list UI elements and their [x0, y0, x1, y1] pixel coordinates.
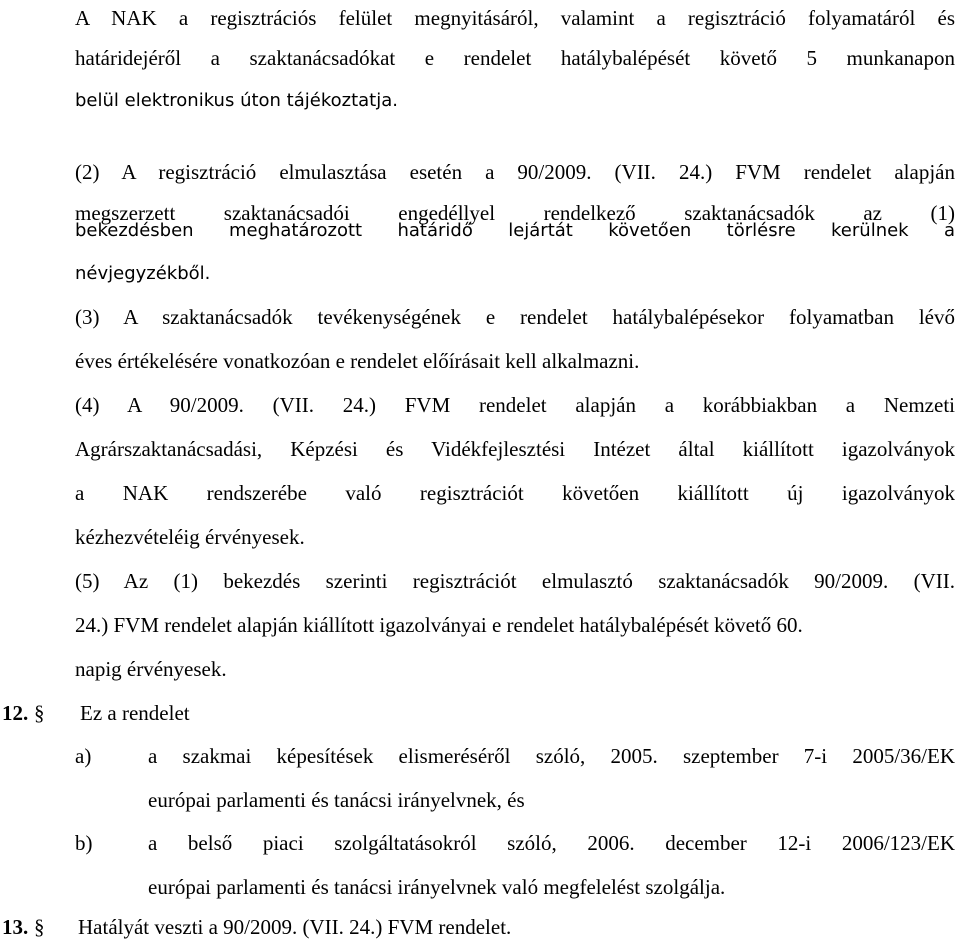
list-item-text: a belső piaci szolgáltatásokról szóló, 2006. december 12-i 2006/123/EK — [148, 831, 955, 855]
section-sign: § — [34, 915, 45, 939]
paragraph-line: megszerzett szaktanácsadói engedéllyel rendelkező szaktanácsadók az (1) — [75, 201, 955, 225]
list-item-text: európai parlamenti és tanácsi irányelvnek, és — [148, 788, 525, 812]
section-number: 13. — [2, 915, 29, 939]
section-heading: Ez a rendelet — [80, 701, 190, 725]
paragraph-line: (3) A szaktanácsadók tevékenységének e rendelet hatálybalépésekor folyamatban lévő — [75, 305, 955, 329]
paragraph-line: napig érvényesek. — [75, 657, 227, 681]
paragraph-line: A NAK a regisztrációs felület megnyitásáról, valamint a regisztráció folyamatáról és — [75, 6, 955, 30]
paragraph-line: éves értékelésére vonatkozóan e rendelet előírásait kell alkalmazni. — [75, 349, 640, 373]
paragraph-line: kézhezvételéig érvényesek. — [75, 525, 305, 549]
paragraph-line: határidejéről a szaktanácsadókat e rendelet hatálybalépését követő 5 munkanapon — [75, 46, 955, 70]
section-13 — [0, 915, 960, 944]
section-sign: § — [34, 701, 45, 725]
section-text: Hatályát veszti a 90/2009. (VII. 24.) FVM rendelet. — [78, 915, 512, 939]
paragraph-line: (4) A 90/2009. (VII. 24.) FVM rendelet alapján a korábbiakban a Nemzeti — [75, 393, 955, 417]
list-item-text: európai parlamenti és tanácsi irányelvnek való megfelelést szolgálja. — [148, 875, 726, 899]
paragraph-line: 24.) FVM rendelet alapján kiállított igazolványai e rendelet hatálybalépését követő 60. — [75, 613, 803, 637]
paragraph-line: (5) Az (1) bekezdés szerinti regisztrációt elmulasztó szaktanácsadók 90/2009. (VII. — [75, 569, 955, 593]
list-item-letter: b) — [75, 831, 93, 855]
paragraph-line: a NAK rendszerébe való regisztrációt követően kiállított új igazolványok — [75, 481, 955, 505]
paragraph-line: belül elektronikus úton tájékoztatja. — [75, 90, 398, 111]
paragraph-line: névjegyzékből. — [75, 263, 211, 284]
paragraph-line: Agrárszaktanácsadási, Képzési és Vidékfejlesztési Intézet által kiállított igazolványok — [75, 437, 955, 461]
section-12 — [0, 700, 960, 899]
list-item-letter: a) — [75, 744, 92, 768]
paragraph-line: bekezdésben meghatározott határidő lejártát követően törlésre kerülnek a — [75, 220, 955, 241]
section-number: 12. — [2, 701, 29, 725]
paragraph-line: (2) A regisztráció elmulasztása esetén a 90/2009. (VII. 24.) FVM rendelet alapján — [75, 160, 955, 184]
list-item-text: a szakmai képesítések elismeréséről szóló, 2005. szeptember 7-i 2005/36/EK — [148, 744, 955, 768]
